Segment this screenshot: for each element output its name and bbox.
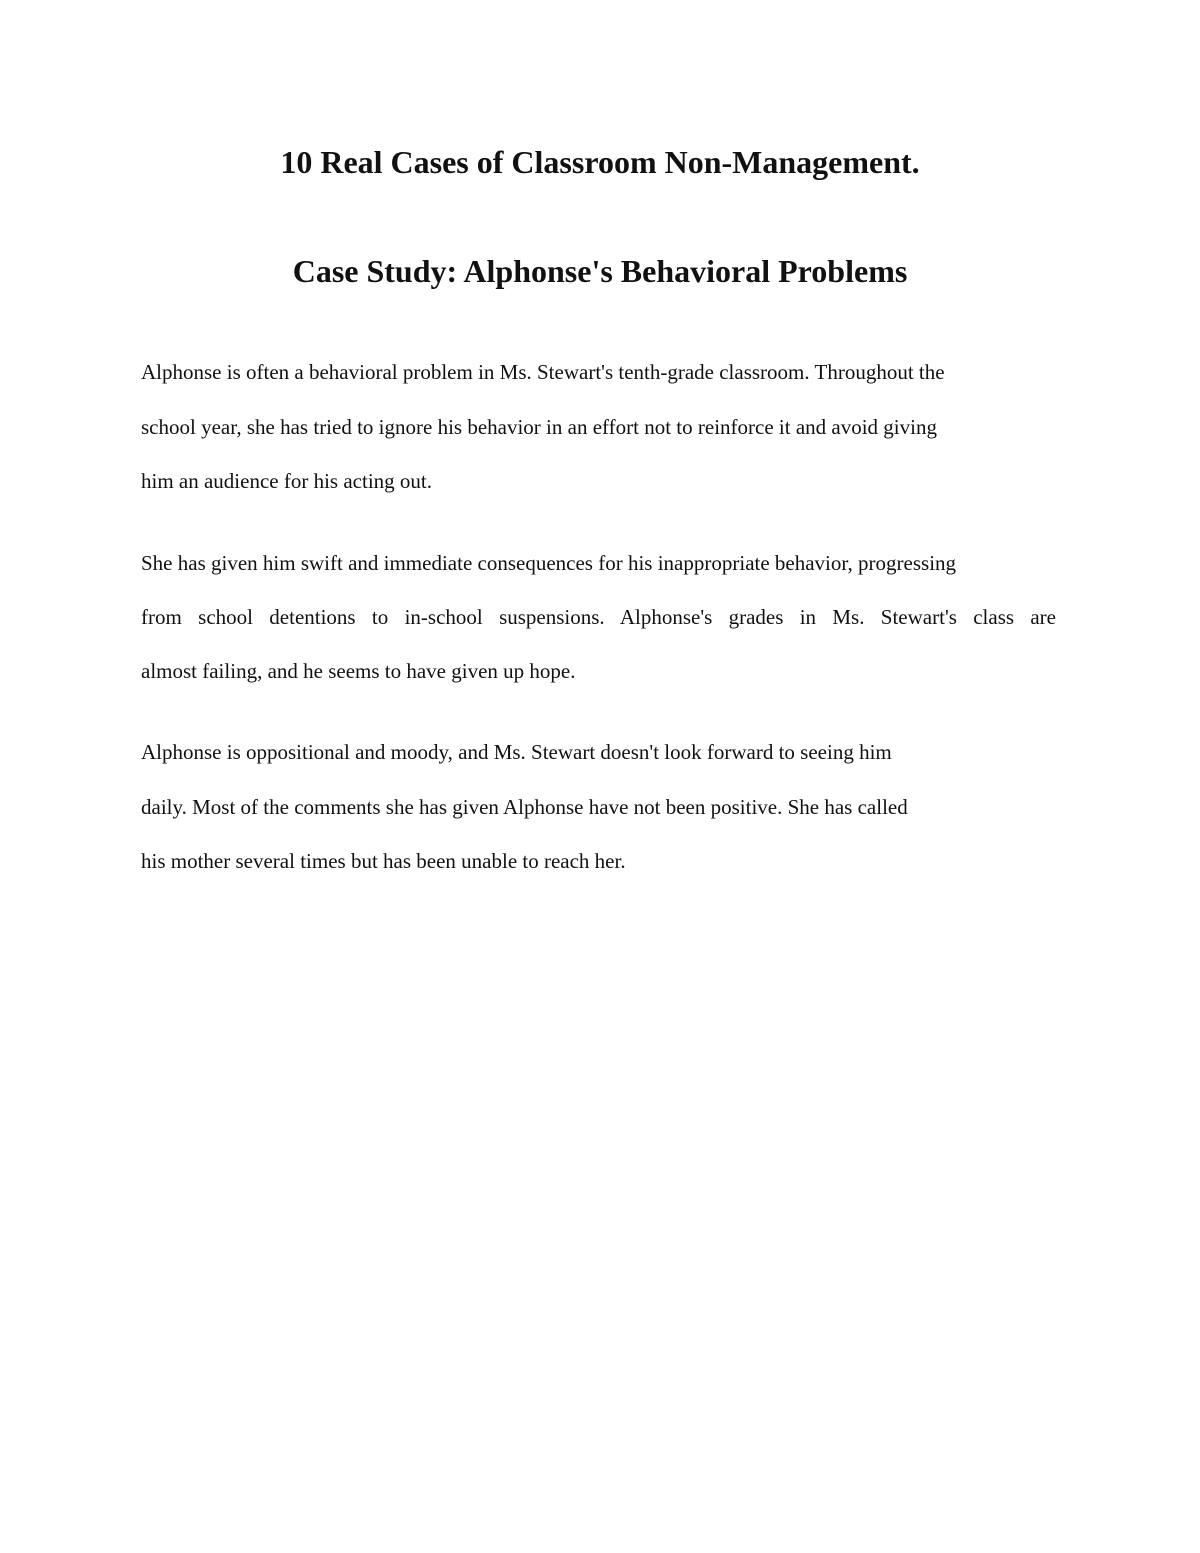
paragraph-line: almost failing, and he seems to have given up hope. (141, 659, 576, 683)
paragraph-line: school year, she has tried to ignore his behavior in an effort not to reinforce it and avoid giving (141, 415, 937, 439)
paragraph-line: him an audience for his acting out. (141, 469, 432, 493)
paragraph-line: Alphonse is often a behavioral problem in Ms. Stewart's tenth-grade classroom. Throughout the (141, 360, 945, 384)
paragraph-line: daily. Most of the comments she has given Alphonse have not been positive. She has called (141, 795, 908, 819)
paragraph-line: his mother several times but has been unable to reach her. (141, 849, 626, 873)
case-study-heading: Case Study: Alphonse's Behavioral Problems (292, 253, 908, 289)
paragraph-line: Alphonse is oppositional and moody, and Ms. Stewart doesn't look forward to seeing him (141, 740, 892, 764)
paragraph-line: She has given him swift and immediate consequences for his inappropriate behavior, progressing (141, 551, 957, 575)
page-title: 10 Real Cases of Classroom Non-Management. (280, 144, 920, 180)
paragraph-line: from school detentions to in-school suspensions. Alphonse's grades in Ms. Stewart's class are (141, 605, 1056, 629)
